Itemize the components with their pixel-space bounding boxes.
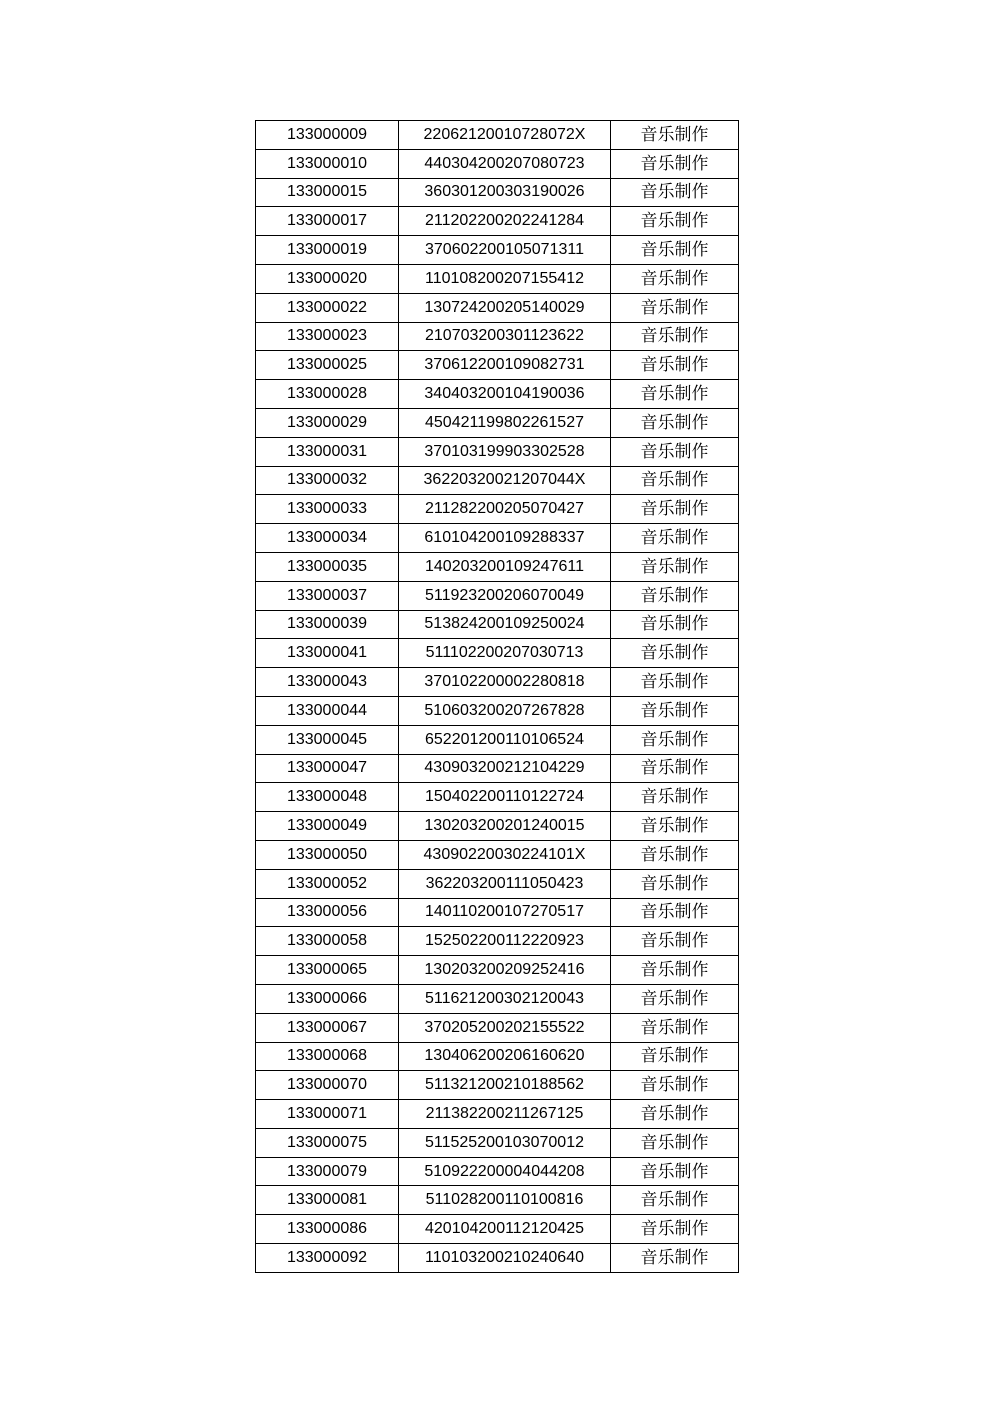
table-cell-number: 110103200210240640 <box>399 1244 611 1273</box>
table-cell-major: 音乐制作 <box>611 236 739 265</box>
table-cell-id: 133000019 <box>256 236 399 265</box>
table-row <box>256 264 739 293</box>
table-row <box>256 1013 739 1042</box>
table-cell-id: 133000079 <box>256 1157 399 1186</box>
table-cell-number: 370612200109082731 <box>399 351 611 380</box>
table-cell-id: 133000029 <box>256 408 399 437</box>
table-row <box>256 207 739 236</box>
table-cell-id: 133000010 <box>256 149 399 178</box>
table-row <box>256 380 739 409</box>
table-cell-id: 133000066 <box>256 984 399 1013</box>
table-row <box>256 524 739 553</box>
table-cell-id: 133000022 <box>256 293 399 322</box>
table-cell-major: 音乐制作 <box>611 495 739 524</box>
table-row <box>256 1186 739 1215</box>
table-cell-id: 133000065 <box>256 956 399 985</box>
table-cell-number: 130203200209252416 <box>399 956 611 985</box>
table-cell-id: 133000049 <box>256 812 399 841</box>
table-cell-number: 110108200207155412 <box>399 264 611 293</box>
table-row <box>256 668 739 697</box>
table-row <box>256 1100 739 1129</box>
table-cell-id: 133000009 <box>256 121 399 150</box>
table-cell-id: 133000028 <box>256 380 399 409</box>
table-cell-major: 音乐制作 <box>611 1244 739 1273</box>
table-cell-id: 133000034 <box>256 524 399 553</box>
table-cell-id: 133000050 <box>256 840 399 869</box>
table-row <box>256 149 739 178</box>
table-row <box>256 178 739 207</box>
table-cell-number: 370103199903302528 <box>399 437 611 466</box>
table-cell-major: 音乐制作 <box>611 1071 739 1100</box>
table-cell-number: 511923200206070049 <box>399 581 611 610</box>
table-cell-id: 133000045 <box>256 725 399 754</box>
table-cell-major: 音乐制作 <box>611 293 739 322</box>
table-cell-major: 音乐制作 <box>611 783 739 812</box>
table-cell-number: 210703200301123622 <box>399 322 611 351</box>
table-cell-number: 652201200110106524 <box>399 725 611 754</box>
table-cell-number: 370602200105071311 <box>399 236 611 265</box>
table-cell-id: 133000068 <box>256 1042 399 1071</box>
table-cell-major: 音乐制作 <box>611 668 739 697</box>
table-row <box>256 1215 739 1244</box>
table-cell-number: 211282200205070427 <box>399 495 611 524</box>
table-cell-major: 音乐制作 <box>611 1128 739 1157</box>
table-row <box>256 121 739 150</box>
table-row <box>256 898 739 927</box>
table-cell-id: 133000075 <box>256 1128 399 1157</box>
table-cell-number: 511028200110100816 <box>399 1186 611 1215</box>
table-cell-number: 36220320021207044X <box>399 466 611 495</box>
table-cell-id: 133000043 <box>256 668 399 697</box>
table-row <box>256 1157 739 1186</box>
table-cell-number: 130406200206160620 <box>399 1042 611 1071</box>
table-cell-major: 音乐制作 <box>611 322 739 351</box>
table-row <box>256 812 739 841</box>
table-cell-number: 610104200109288337 <box>399 524 611 553</box>
table-cell-major: 音乐制作 <box>611 1215 739 1244</box>
table-cell-id: 133000015 <box>256 178 399 207</box>
table-cell-number: 152502200112220923 <box>399 927 611 956</box>
table-cell-number: 440304200207080723 <box>399 149 611 178</box>
table-row <box>256 840 739 869</box>
table-cell-major: 音乐制作 <box>611 984 739 1013</box>
table-cell-id: 133000048 <box>256 783 399 812</box>
table-cell-major: 音乐制作 <box>611 1013 739 1042</box>
table-cell-id: 133000044 <box>256 696 399 725</box>
table-cell-number: 211382200211267125 <box>399 1100 611 1129</box>
table-cell-id: 133000056 <box>256 898 399 927</box>
table-cell-major: 音乐制作 <box>611 351 739 380</box>
table-cell-id: 133000032 <box>256 466 399 495</box>
table-cell-major: 音乐制作 <box>611 581 739 610</box>
table-cell-id: 133000025 <box>256 351 399 380</box>
table-cell-number: 130203200201240015 <box>399 812 611 841</box>
table-cell-major: 音乐制作 <box>611 552 739 581</box>
table-cell-id: 133000086 <box>256 1215 399 1244</box>
table-cell-id: 133000092 <box>256 1244 399 1273</box>
table-cell-id: 133000047 <box>256 754 399 783</box>
table-row <box>256 495 739 524</box>
table-row <box>256 639 739 668</box>
table-row <box>256 783 739 812</box>
table-cell-number: 130724200205140029 <box>399 293 611 322</box>
table-cell-number: 43090220030224101X <box>399 840 611 869</box>
table-cell-major: 音乐制作 <box>611 1186 739 1215</box>
table-cell-major: 音乐制作 <box>611 898 739 927</box>
table-row <box>256 1042 739 1071</box>
table-cell-number: 140203200109247611 <box>399 552 611 581</box>
table-cell-major: 音乐制作 <box>611 178 739 207</box>
table-row <box>256 696 739 725</box>
table-cell-major: 音乐制作 <box>611 1100 739 1129</box>
table-cell-number: 430903200212104229 <box>399 754 611 783</box>
data-table <box>255 120 739 1273</box>
table-row <box>256 236 739 265</box>
table-row <box>256 927 739 956</box>
table-cell-number: 510922200004044208 <box>399 1157 611 1186</box>
table-cell-major: 音乐制作 <box>611 754 739 783</box>
table-row <box>256 956 739 985</box>
table-cell-major: 音乐制作 <box>611 524 739 553</box>
table-cell-major: 音乐制作 <box>611 869 739 898</box>
table-row <box>256 581 739 610</box>
table-cell-id: 133000058 <box>256 927 399 956</box>
table-body <box>256 121 739 1273</box>
table-cell-id: 133000020 <box>256 264 399 293</box>
table-cell-number: 362203200111050423 <box>399 869 611 898</box>
table-row <box>256 754 739 783</box>
table-cell-id: 133000041 <box>256 639 399 668</box>
table-cell-number: 360301200303190026 <box>399 178 611 207</box>
table-cell-number: 513824200109250024 <box>399 610 611 639</box>
table-cell-number: 22062120010728072X <box>399 121 611 150</box>
table-cell-id: 133000035 <box>256 552 399 581</box>
table-cell-id: 133000071 <box>256 1100 399 1129</box>
table-cell-major: 音乐制作 <box>611 207 739 236</box>
table-row <box>256 322 739 351</box>
table-cell-number: 211202200202241284 <box>399 207 611 236</box>
table-cell-id: 133000023 <box>256 322 399 351</box>
table-cell-major: 音乐制作 <box>611 812 739 841</box>
table-row <box>256 552 739 581</box>
table-cell-number: 370102200002280818 <box>399 668 611 697</box>
table-cell-number: 511321200210188562 <box>399 1071 611 1100</box>
table-cell-number: 511102200207030713 <box>399 639 611 668</box>
table-cell-number: 450421199802261527 <box>399 408 611 437</box>
table-cell-id: 133000070 <box>256 1071 399 1100</box>
table-cell-major: 音乐制作 <box>611 927 739 956</box>
table-cell-id: 133000039 <box>256 610 399 639</box>
table-cell-major: 音乐制作 <box>611 380 739 409</box>
table-cell-number: 510603200207267828 <box>399 696 611 725</box>
table-cell-major: 音乐制作 <box>611 1157 739 1186</box>
table-cell-number: 370205200202155522 <box>399 1013 611 1042</box>
table-cell-major: 音乐制作 <box>611 408 739 437</box>
table-cell-number: 150402200110122724 <box>399 783 611 812</box>
table-cell-major: 音乐制作 <box>611 1042 739 1071</box>
table-cell-id: 133000037 <box>256 581 399 610</box>
table-cell-major: 音乐制作 <box>611 466 739 495</box>
table-row <box>256 408 739 437</box>
table-row <box>256 1244 739 1273</box>
table-cell-number: 511621200302120043 <box>399 984 611 1013</box>
table-cell-major: 音乐制作 <box>611 437 739 466</box>
table-cell-major: 音乐制作 <box>611 121 739 150</box>
table-cell-major: 音乐制作 <box>611 696 739 725</box>
table-row <box>256 293 739 322</box>
table-cell-id: 133000081 <box>256 1186 399 1215</box>
table-row <box>256 466 739 495</box>
table-row <box>256 984 739 1013</box>
table-cell-number: 511525200103070012 <box>399 1128 611 1157</box>
table-cell-id: 133000017 <box>256 207 399 236</box>
table-cell-major: 音乐制作 <box>611 639 739 668</box>
table-row <box>256 1128 739 1157</box>
table-row <box>256 1071 739 1100</box>
table-cell-id: 133000033 <box>256 495 399 524</box>
table-row <box>256 869 739 898</box>
table-row <box>256 351 739 380</box>
table-cell-major: 音乐制作 <box>611 610 739 639</box>
table-cell-number: 420104200112120425 <box>399 1215 611 1244</box>
table-cell-number: 140110200107270517 <box>399 898 611 927</box>
table-cell-major: 音乐制作 <box>611 956 739 985</box>
table-cell-id: 133000067 <box>256 1013 399 1042</box>
table-row <box>256 725 739 754</box>
table-cell-id: 133000031 <box>256 437 399 466</box>
table-cell-major: 音乐制作 <box>611 264 739 293</box>
table-cell-major: 音乐制作 <box>611 149 739 178</box>
table-row <box>256 610 739 639</box>
table-row <box>256 437 739 466</box>
table-cell-major: 音乐制作 <box>611 725 739 754</box>
table-cell-major: 音乐制作 <box>611 840 739 869</box>
table-cell-number: 340403200104190036 <box>399 380 611 409</box>
table-cell-id: 133000052 <box>256 869 399 898</box>
